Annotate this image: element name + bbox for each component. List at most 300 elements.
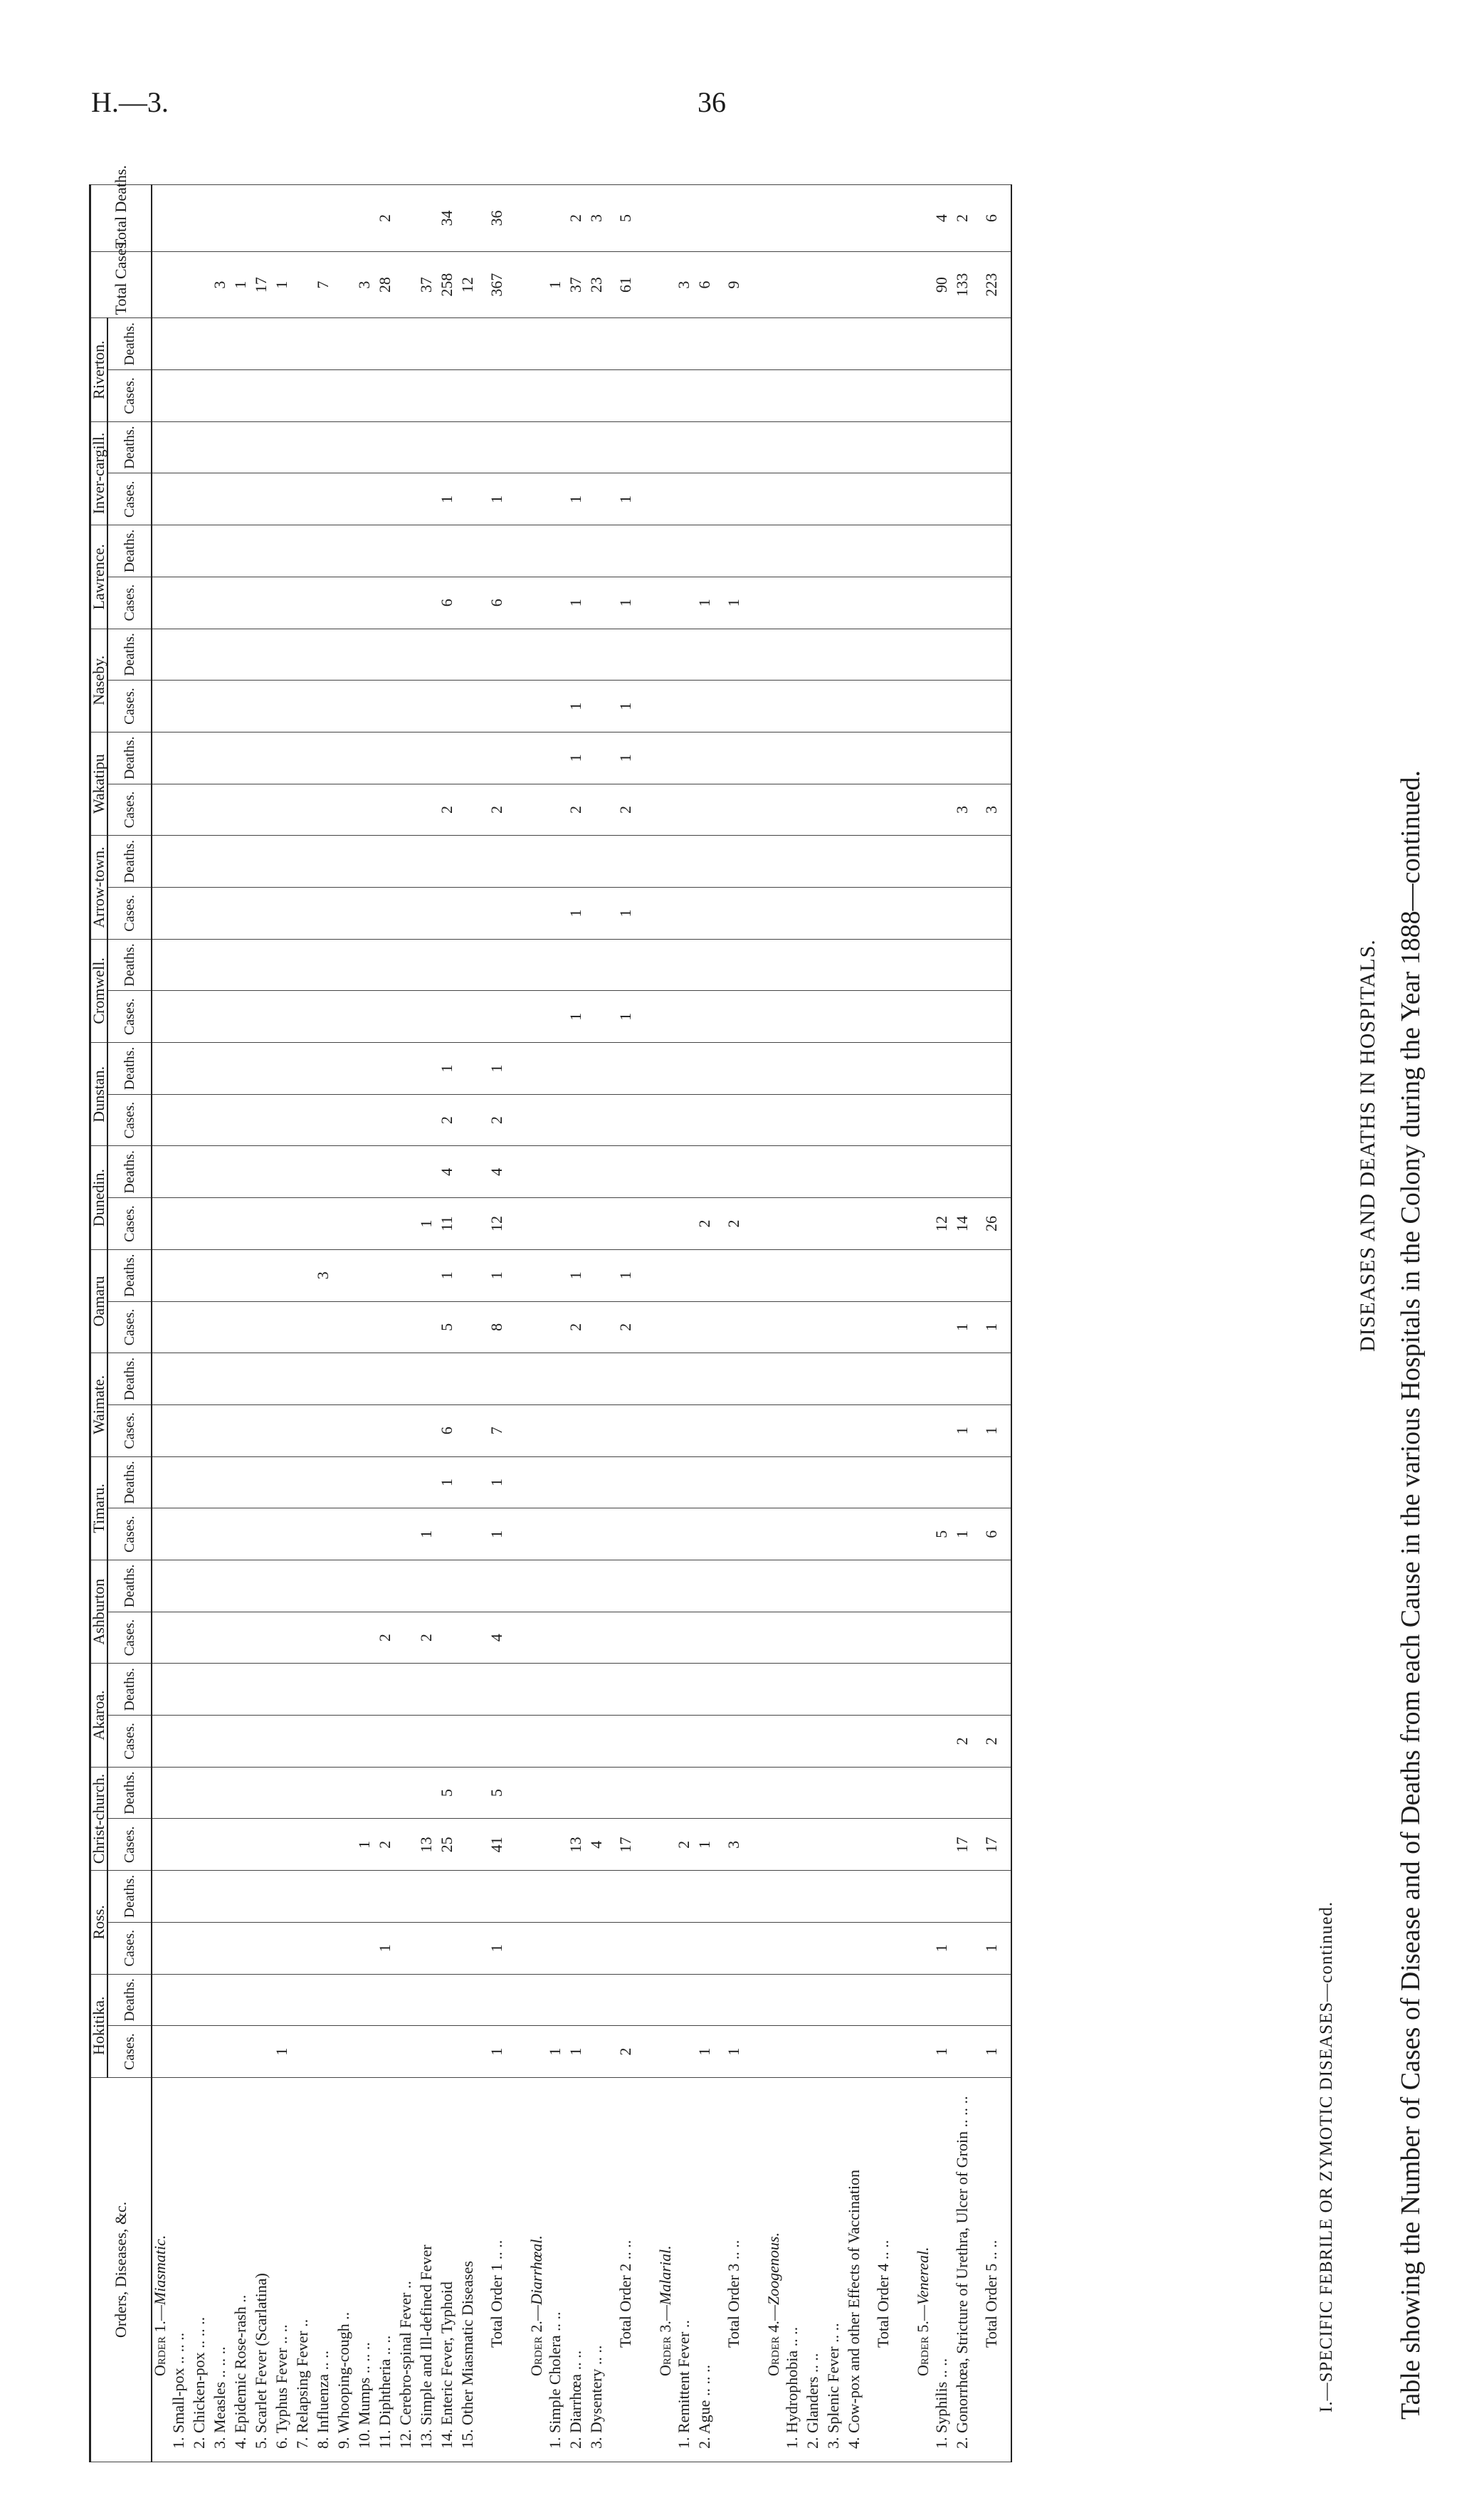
deaths-cell: [544, 525, 565, 577]
empty-cell: [529, 577, 544, 629]
spacer-cell: [753, 1716, 766, 1768]
cases-cell: [823, 1198, 843, 1250]
deaths-cell: [292, 1767, 312, 1819]
deaths-cell: [864, 1249, 902, 1301]
table-row: [416, 185, 436, 2462]
cases-cell: [586, 2026, 606, 2078]
deaths-cell: [931, 1353, 952, 1405]
empty-cell: [152, 318, 168, 370]
cases-cell: [457, 681, 478, 732]
empty-cell: [915, 1560, 931, 1612]
empty-cell: [915, 1767, 931, 1819]
cases-cell: [230, 1922, 251, 1974]
deaths-cell: [782, 1974, 802, 2026]
deaths-cell: [823, 1871, 843, 1923]
deaths-cell: [931, 421, 952, 473]
spacer-cell: [516, 629, 529, 681]
empty-cell: [766, 1974, 782, 2026]
cases-cell: [715, 1301, 753, 1353]
cases-cell: [312, 577, 333, 629]
spacer-cell: [516, 1871, 529, 1923]
cases-cell: [457, 370, 478, 422]
header-hospital: Dunedin.: [90, 1146, 108, 1249]
deaths-cell: [436, 939, 457, 991]
deaths-cell: [823, 1146, 843, 1198]
cases-cell: 1: [354, 1819, 374, 1871]
cases-cell: [972, 681, 1011, 732]
header-deaths: Deaths.: [107, 1664, 152, 1716]
total-deaths-cell: 36: [478, 185, 516, 252]
empty-cell: [529, 1508, 544, 1560]
cases-cell: [972, 888, 1011, 940]
cases-cell: [436, 991, 457, 1043]
deaths-cell: [271, 629, 292, 681]
spacer-cell: [516, 370, 529, 422]
cases-cell: [586, 888, 606, 940]
deaths-cell: [189, 1974, 209, 2026]
deaths-cell: [586, 1043, 606, 1095]
spacer-cell: [516, 421, 529, 473]
deaths-cell: [209, 1456, 230, 1508]
cases-cell: 6: [436, 577, 457, 629]
cases-cell: 4: [586, 1819, 606, 1871]
cases-cell: [189, 1612, 209, 1664]
cases-cell: [209, 1819, 230, 1871]
cases-cell: [416, 473, 436, 525]
cases-cell: [354, 1301, 374, 1353]
deaths-cell: [374, 1871, 395, 1923]
deaths-cell: [694, 1146, 715, 1198]
spacer-cell: [902, 577, 915, 629]
deaths-cell: [606, 939, 645, 991]
cases-cell: [354, 1716, 374, 1768]
empty-cell: [529, 629, 544, 681]
disease-label: 2. Glanders .. ..: [802, 2077, 823, 2462]
empty-cell: [658, 1974, 673, 2026]
deaths-cell: [209, 318, 230, 370]
cases-cell: 1: [952, 1508, 972, 1560]
deaths-cell: [544, 318, 565, 370]
cases-cell: [416, 1922, 436, 1974]
total-cases-cell: 37: [416, 251, 436, 317]
deaths-cell: [823, 836, 843, 888]
deaths-cell: 5: [436, 1767, 457, 1819]
header-total-cases: Total Cases.: [90, 251, 152, 317]
cases-cell: [606, 370, 645, 422]
cases-cell: 17: [952, 1819, 972, 1871]
cases-cell: 1: [565, 577, 586, 629]
deaths-cell: [312, 525, 333, 577]
deaths-cell: [802, 525, 823, 577]
deaths-cell: 1: [565, 732, 586, 784]
spacer-cell: [753, 421, 766, 473]
deaths-cell: [802, 1664, 823, 1716]
cases-cell: [292, 991, 312, 1043]
deaths-cell: [586, 1456, 606, 1508]
total-deaths-cell: [251, 185, 271, 252]
cases-cell: [544, 370, 565, 422]
cases-cell: [168, 1612, 189, 1664]
cases-cell: [586, 473, 606, 525]
spacer-cell: [902, 1198, 915, 1250]
total-row: [972, 185, 1011, 2462]
spacer-cell: [516, 1664, 529, 1716]
header-hospital: Waimate.: [90, 1353, 108, 1456]
cases-cell: [395, 370, 416, 422]
total-deaths-cell: 3: [586, 185, 606, 252]
empty-cell: [152, 732, 168, 784]
deaths-cell: [416, 1353, 436, 1405]
empty-cell: [766, 1922, 782, 1974]
deaths-cell: [802, 732, 823, 784]
order-number: Order 4.—: [764, 2305, 782, 2376]
deaths-cell: [565, 1146, 586, 1198]
empty-cell: [529, 1198, 544, 1250]
deaths-cell: [544, 1249, 565, 1301]
cases-cell: [333, 1404, 354, 1456]
deaths-cell: [823, 1456, 843, 1508]
deaths-cell: [478, 1974, 516, 2026]
spacer-cell: [902, 681, 915, 732]
cases-cell: [271, 1198, 292, 1250]
cases-cell: [782, 991, 802, 1043]
spacer-cell: [645, 1146, 658, 1198]
deaths-cell: [168, 1871, 189, 1923]
deaths-cell: [312, 1560, 333, 1612]
cases-cell: [168, 681, 189, 732]
deaths-cell: 3: [312, 1249, 333, 1301]
deaths-cell: [931, 1146, 952, 1198]
deaths-cell: [251, 836, 271, 888]
deaths-cell: [416, 836, 436, 888]
deaths-cell: [715, 1353, 753, 1405]
deaths-cell: [354, 1560, 374, 1612]
cases-cell: [230, 1819, 251, 1871]
spacer-cell: [645, 784, 658, 836]
spacer-cell: [902, 1353, 915, 1405]
deaths-cell: [606, 1664, 645, 1716]
spacer-cell: [645, 888, 658, 940]
empty-cell: [152, 1198, 168, 1250]
deaths-cell: [312, 732, 333, 784]
header-deaths: Deaths.: [107, 939, 152, 991]
deaths-cell: [782, 1043, 802, 1095]
spacer-cell: [902, 1767, 915, 1819]
deaths-cell: [972, 1974, 1011, 2026]
deaths-cell: [436, 836, 457, 888]
cases-cell: [802, 784, 823, 836]
empty-cell: [658, 1871, 673, 1923]
empty-cell: [152, 1974, 168, 2026]
cases-cell: [416, 784, 436, 836]
cases-cell: [292, 1094, 312, 1146]
deaths-cell: [168, 1353, 189, 1405]
deaths-cell: [189, 1871, 209, 1923]
empty-cell: [152, 939, 168, 991]
order-heading: [529, 2077, 544, 2462]
deaths-cell: [189, 1664, 209, 1716]
deaths-cell: [972, 318, 1011, 370]
deaths-cell: [230, 836, 251, 888]
cases-cell: [864, 1819, 902, 1871]
spacer-cell: [753, 473, 766, 525]
empty-cell: [152, 421, 168, 473]
cases-cell: [333, 2026, 354, 2078]
cases-cell: 1: [565, 2026, 586, 2078]
cases-cell: 2: [436, 1094, 457, 1146]
total-deaths-cell: 5: [606, 185, 645, 252]
header-deaths: Deaths.: [107, 1974, 152, 2026]
deaths-cell: [673, 421, 694, 473]
deaths-cell: [230, 318, 251, 370]
deaths-cell: [586, 1560, 606, 1612]
disease-label: 4. Cow-pox and other Effects of Vaccination: [843, 2077, 864, 2462]
cases-cell: [312, 1198, 333, 1250]
cases-cell: [168, 1198, 189, 1250]
cases-cell: [374, 1301, 395, 1353]
cases-cell: [972, 370, 1011, 422]
deaths-cell: [168, 1560, 189, 1612]
header-deaths: Deaths.: [107, 1560, 152, 1612]
deaths-cell: [292, 732, 312, 784]
cases-cell: 2: [374, 1612, 395, 1664]
cases-cell: [271, 888, 292, 940]
deaths-cell: [312, 318, 333, 370]
cases-cell: [436, 1508, 457, 1560]
empty-cell: [152, 1353, 168, 1405]
deaths-cell: [715, 1974, 753, 2026]
spacer-cell: [516, 1249, 529, 1301]
empty-cell: [658, 1922, 673, 1974]
cases-cell: [586, 1508, 606, 1560]
cases-cell: [230, 1716, 251, 1768]
cases-cell: [694, 370, 715, 422]
cases-cell: [312, 681, 333, 732]
cases-cell: 3: [972, 784, 1011, 836]
cases-cell: [843, 681, 864, 732]
spacer-cell: [645, 836, 658, 888]
cases-cell: 5: [436, 1301, 457, 1353]
cases-cell: [333, 991, 354, 1043]
deaths-cell: [251, 1146, 271, 1198]
spacer-cell: [753, 1301, 766, 1353]
header-deaths: Deaths.: [107, 318, 152, 370]
cases-cell: [843, 1198, 864, 1250]
cases-cell: [354, 1404, 374, 1456]
total-deaths-cell: [843, 185, 864, 252]
empty-cell: [915, 473, 931, 525]
cases-cell: [416, 370, 436, 422]
spacer-cell: [902, 732, 915, 784]
deaths-cell: [354, 1353, 374, 1405]
cases-cell: 1: [478, 1508, 516, 1560]
deaths-cell: [782, 629, 802, 681]
cases-cell: [694, 1094, 715, 1146]
deaths-cell: [271, 1974, 292, 2026]
deaths-cell: [673, 1560, 694, 1612]
spacer-cell: [902, 1043, 915, 1095]
cases-cell: [931, 1301, 952, 1353]
total-deaths-cell: 2: [952, 185, 972, 252]
deaths-cell: [189, 1146, 209, 1198]
header-hospital: Wakatipu: [90, 732, 108, 835]
cases-cell: [952, 991, 972, 1043]
spacer-cell: [902, 1560, 915, 1612]
cases-cell: [673, 991, 694, 1043]
cases-cell: [931, 1094, 952, 1146]
deaths-cell: [312, 1456, 333, 1508]
total-cases-cell: 23: [586, 251, 606, 317]
empty-cell: [152, 991, 168, 1043]
empty-cell: [766, 1353, 782, 1405]
empty-cell: [766, 732, 782, 784]
deaths-cell: [292, 939, 312, 991]
deaths-cell: [354, 1249, 374, 1301]
cases-cell: [864, 1508, 902, 1560]
deaths-cell: [333, 1456, 354, 1508]
cases-cell: [395, 2026, 416, 2078]
deaths-cell: [586, 732, 606, 784]
deaths-cell: [374, 1974, 395, 2026]
total-cases-cell: [823, 251, 843, 317]
cases-cell: [931, 991, 952, 1043]
cases-cell: [606, 1094, 645, 1146]
deaths-cell: [952, 318, 972, 370]
cases-cell: [823, 784, 843, 836]
cases-cell: [673, 473, 694, 525]
total-row: [478, 185, 516, 2462]
total-cases-cell: 133: [952, 251, 972, 317]
spacer-cell: [645, 421, 658, 473]
spacer-row: [753, 185, 766, 2462]
cases-cell: [694, 681, 715, 732]
empty-cell: [915, 629, 931, 681]
deaths-cell: [952, 732, 972, 784]
deaths-cell: [694, 1043, 715, 1095]
deaths-cell: [312, 1043, 333, 1095]
total-deaths-cell: [802, 185, 823, 252]
spacer-cell: [516, 2026, 529, 2078]
deaths-cell: [606, 1974, 645, 2026]
cases-cell: [271, 473, 292, 525]
cases-cell: [823, 2026, 843, 2078]
spacer-row: [645, 185, 658, 2462]
header-hospital: Lawrence.: [90, 525, 108, 629]
total-cases-cell: 37: [565, 251, 586, 317]
empty-cell: [529, 1249, 544, 1301]
cases-cell: [565, 1716, 586, 1768]
cases-cell: 1: [416, 1198, 436, 1250]
cases-cell: [189, 681, 209, 732]
cases-cell: [354, 1198, 374, 1250]
total-cases-cell: [802, 251, 823, 317]
cases-cell: [189, 1198, 209, 1250]
deaths-cell: [802, 1249, 823, 1301]
cases-cell: 2: [436, 784, 457, 836]
deaths-cell: [864, 836, 902, 888]
deaths-cell: [395, 1353, 416, 1405]
deaths-cell: [586, 1146, 606, 1198]
empty-cell: [915, 525, 931, 577]
total-cases-cell: 7: [312, 251, 333, 317]
header-row-hospitals: [90, 185, 108, 2462]
order-heading-row: [658, 185, 673, 2462]
empty-cell: [915, 1043, 931, 1095]
cases-cell: [209, 888, 230, 940]
empty-cell: [658, 732, 673, 784]
cases-cell: 2: [416, 1612, 436, 1664]
empty-cell: [658, 525, 673, 577]
empty-cell: [658, 1664, 673, 1716]
header-cases: Cases.: [107, 1404, 152, 1456]
deaths-cell: [416, 1767, 436, 1819]
deaths-cell: [478, 318, 516, 370]
deaths-cell: [436, 1664, 457, 1716]
spacer-cell: [516, 1612, 529, 1664]
deaths-cell: [864, 421, 902, 473]
cases-cell: [843, 577, 864, 629]
order-name: Venereal.: [914, 2247, 932, 2306]
deaths-cell: [168, 1249, 189, 1301]
cases-cell: [544, 784, 565, 836]
empty-cell: [152, 1560, 168, 1612]
empty-cell: [152, 1094, 168, 1146]
deaths-cell: [312, 939, 333, 991]
cases-cell: [168, 991, 189, 1043]
total-row: [715, 185, 753, 2462]
deaths-cell: [457, 1974, 478, 2026]
total-deaths-cell: 2: [374, 185, 395, 252]
total-deaths-cell: 34: [436, 185, 457, 252]
empty-cell: [766, 1456, 782, 1508]
deaths-cell: [843, 1974, 864, 2026]
cases-cell: [864, 991, 902, 1043]
cases-cell: [823, 888, 843, 940]
deaths-cell: [416, 421, 436, 473]
deaths-cell: [586, 836, 606, 888]
deaths-cell: [715, 525, 753, 577]
deaths-cell: [292, 1871, 312, 1923]
deaths-cell: [168, 1767, 189, 1819]
cases-cell: [292, 1508, 312, 1560]
order-heading: [915, 2077, 931, 2462]
table-row: [544, 185, 565, 2462]
table-row: [168, 185, 189, 2462]
empty-cell: [529, 1353, 544, 1405]
deaths-cell: [782, 1146, 802, 1198]
table-body: [152, 185, 1011, 2462]
cases-cell: 2: [606, 2026, 645, 2078]
empty-cell: [658, 251, 673, 317]
cases-cell: [230, 1612, 251, 1664]
empty-cell: [152, 473, 168, 525]
table-row: [333, 185, 354, 2462]
cases-cell: [864, 473, 902, 525]
empty-cell: [658, 1819, 673, 1871]
cases-cell: [354, 1508, 374, 1560]
empty-cell: [152, 1301, 168, 1353]
deaths-cell: [292, 1456, 312, 1508]
cases-cell: [374, 681, 395, 732]
header-hospital: Naseby.: [90, 629, 108, 732]
deaths-cell: [972, 836, 1011, 888]
total-label: Total Order 1 .. ..: [478, 2077, 516, 2462]
deaths-cell: [673, 1043, 694, 1095]
cases-cell: [694, 473, 715, 525]
deaths-cell: [586, 1974, 606, 2026]
empty-cell: [915, 888, 931, 940]
cases-cell: [251, 1508, 271, 1560]
